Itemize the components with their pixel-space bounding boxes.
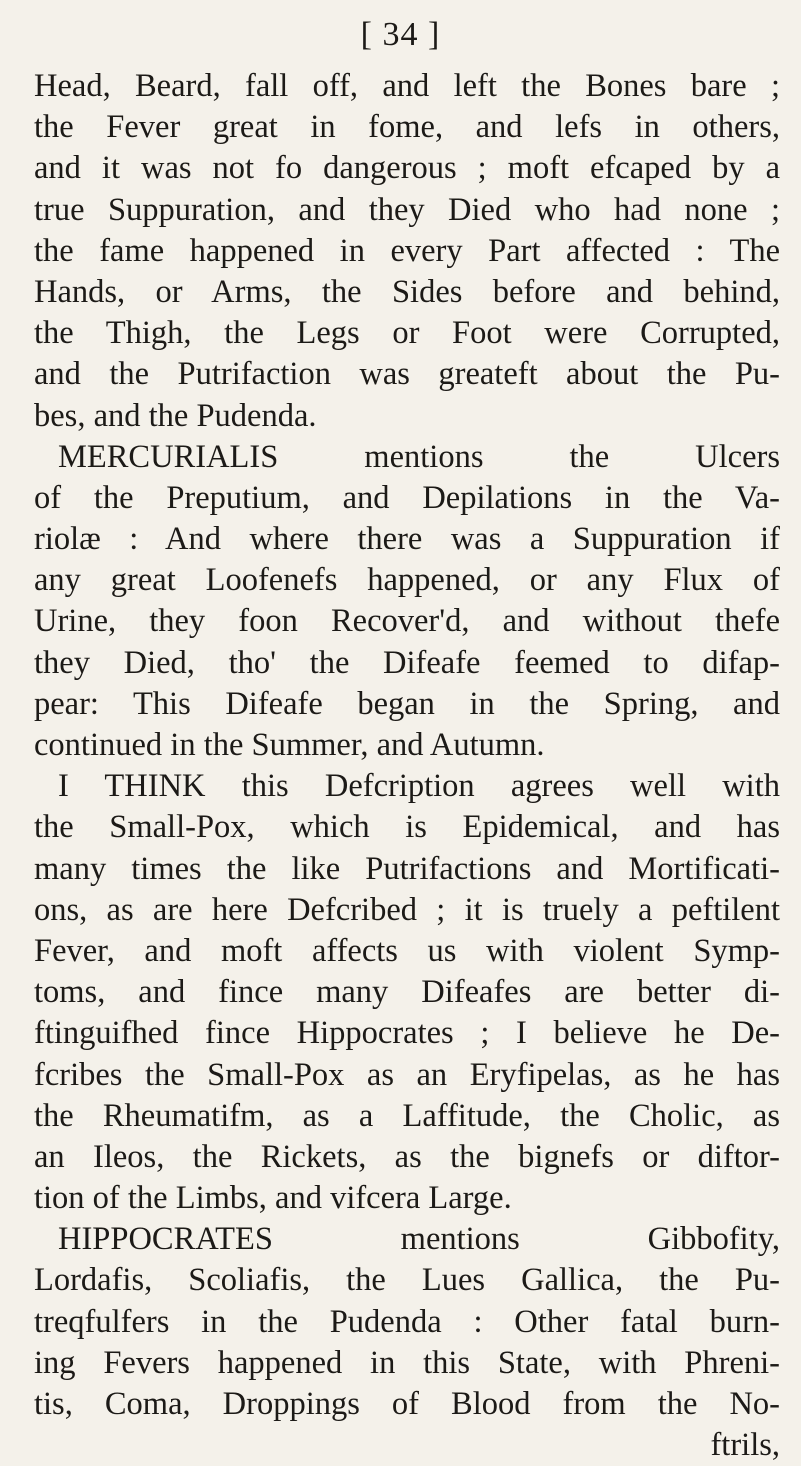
body-text (34, 66, 780, 1466)
text-line: I THINK this Defcription agrees well with (58, 768, 780, 805)
text-line: MERCURIALIS mentions the Ulcers (58, 438, 780, 475)
text-line: the Small-Pox, which is Epidemical, and has (34, 809, 780, 846)
text-line: Urine, they foon Recover'd, and without thefe (34, 603, 780, 640)
text-line: the Rheumatifm, as a Laffitude, the Cholic, as (34, 1097, 780, 1134)
text-line: ftinguifhed fince Hippocrates ; I believe he De- (34, 1015, 780, 1052)
text-line: true Suppuration, and they Died who had none ; (34, 191, 780, 228)
text-line: many times the like Putrifactions and Mortificati- (34, 850, 780, 887)
text-line: ing Fevers happened in this State, with Phreni- (34, 1344, 780, 1381)
text-line: Fever, and moft affects us with violent Symp- (34, 932, 780, 969)
text-line: of the Preputium, and Depilations in the Va- (34, 479, 780, 516)
text-line: fcribes the Small-Pox as an Eryfipelas, as he has (34, 1056, 780, 1093)
text-line: HIPPOCRATES mentions Gibbofity, (58, 1221, 780, 1258)
text-line: any great Loofenefs happened, or any Flux of (34, 562, 780, 599)
text-line: bes, and the Pudenda. (34, 397, 317, 434)
catchword: ftrils, (710, 1427, 780, 1464)
text-line: continued in the Summer, and Autumn. (34, 727, 545, 763)
text-line: and it was not fo dangerous ; moft efcaped by a (34, 150, 780, 187)
text-line: treqfulfers in the Pudenda : Other fatal burn- (34, 1303, 780, 1340)
text-line: they Died, tho' the Difeafe feemed to difap- (34, 644, 780, 681)
text-line: riolæ : And where there was a Suppuration if (34, 521, 780, 558)
text-line: Hands, or Arms, the Sides before and behind, (34, 273, 780, 310)
text-line: pear: This Difeafe began in the Spring, and (34, 685, 780, 722)
text-line: and the Putrifaction was greateft about the Pu- (34, 356, 780, 393)
text-line: the Thigh, the Legs or Foot were Corrupted, (34, 315, 780, 352)
text-line: tis, Coma, Droppings of Blood from the No- (34, 1386, 780, 1422)
text-line: tion of the Limbs, and vifcera Large. (34, 1180, 512, 1217)
text-line: Head, Beard, fall off, and left the Bones bare ; (34, 68, 780, 104)
text-line: ons, as are here Defcribed ; it is truely a peftilent (34, 891, 780, 928)
text-line: the Fever great in fome, and lefs in others, (34, 109, 780, 146)
text-line: Lordafis, Scoliafis, the Lues Gallica, the Pu- (34, 1262, 780, 1299)
page-number: [ 34 ] (360, 16, 441, 53)
text-line: an Ileos, the Rickets, as the bignefs or diftor- (34, 1138, 780, 1175)
text-line: toms, and fince many Difeafes are better di- (34, 974, 780, 1011)
text-line: the fame happened in every Part affected : The (34, 232, 780, 269)
